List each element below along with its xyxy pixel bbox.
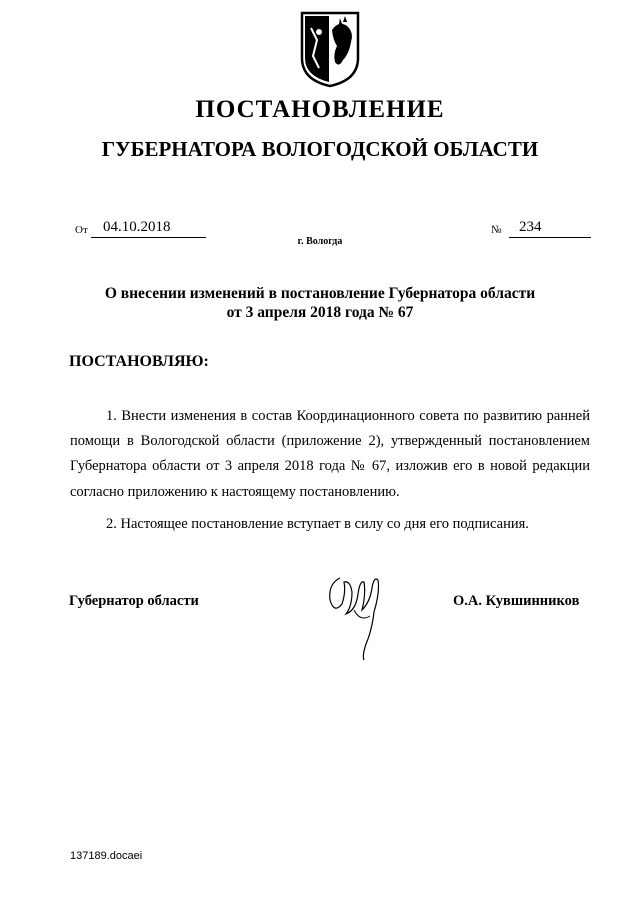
coat-of-arms-icon xyxy=(299,10,361,88)
decree-heading: ПОСТАНОВЛЯЮ: xyxy=(69,353,209,370)
signature-icon xyxy=(326,570,386,662)
page-title: ПОСТАНОВЛЕНИЕ xyxy=(195,96,445,123)
paragraph-2: 2. Настоящее постановление вступает в силу со дня его подписания. xyxy=(106,516,529,532)
page-subtitle: ГУБЕРНАТОРА ВОЛОГОДСКОЙ ОБЛАСТИ xyxy=(101,137,539,161)
number-value: 234 xyxy=(509,219,591,238)
date-label: От xyxy=(75,224,88,236)
subject-line-1: О внесении изменений в постановление Губернатора области xyxy=(104,285,536,302)
subject-line-2: от 3 апреля 2018 года № 67 xyxy=(226,304,414,321)
date-value: 04.10.2018 xyxy=(91,219,206,238)
signer-title: Губернатор области xyxy=(69,593,199,609)
paragraph-1: 1. Внести изменения в состав Координационного совета по развитию ранней помощи в Вологодской области (приложение 2), утвержденный постановлением Губернатора области от 3 апреля 2018 года № 67, изложив его в новой редакции согласно приложению к настоящему постановлению. xyxy=(70,408,590,500)
city: г. Вологда xyxy=(297,236,343,247)
file-reference: 137189.docaei xyxy=(70,850,143,862)
number-label: № xyxy=(491,224,502,236)
document-subject xyxy=(0,284,640,322)
signer-name: О.А. Кувшинников xyxy=(453,593,580,609)
